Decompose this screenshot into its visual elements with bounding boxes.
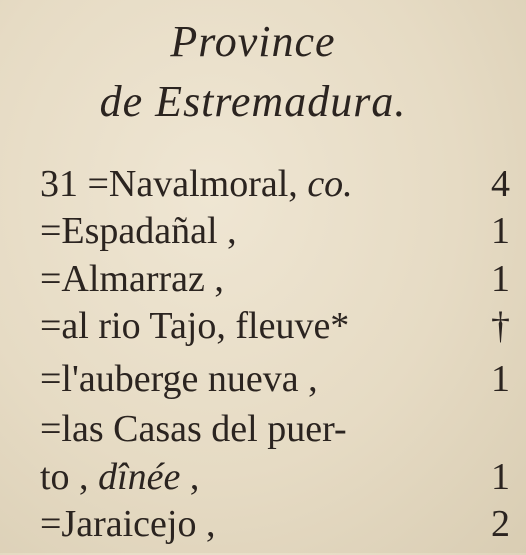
entry-label: =Espadañal ,: [40, 210, 237, 252]
entry-label: to , dînée ,: [40, 456, 200, 498]
entry-value: 1: [491, 456, 510, 498]
entry-value: †: [491, 305, 510, 347]
route-entry-casas-del-puerto-cont: [40, 458, 510, 508]
route-entry-navalmoral: [40, 165, 510, 215]
entry-label: =al rio Tajo, fleuve*: [40, 305, 350, 347]
page-heading-line2: de Estremadura.: [99, 77, 407, 126]
route-entry-almarraz: [40, 260, 510, 310]
entry-label: =Jaraicejo ,: [40, 503, 216, 545]
entry-value: 4: [491, 163, 510, 205]
entry-value: 1: [491, 210, 510, 252]
route-entry-jaraicejo: [40, 505, 510, 555]
entry-value: 1: [491, 258, 510, 300]
page-heading-line1: Province: [170, 17, 336, 66]
route-entry-auberge-nueva: [40, 360, 510, 410]
entry-value: 2: [491, 503, 510, 545]
entry-label: =l'auberge nueva ,: [40, 358, 318, 400]
entry-value: 1: [491, 358, 510, 400]
entry-label: 31 =Navalmoral, co.: [40, 163, 353, 205]
entry-label: =Almarraz ,: [40, 258, 224, 300]
route-entry-rio-tajo: [40, 307, 510, 357]
route-entry-espadanal: [40, 212, 510, 262]
entry-label: =las Casas del puer-: [40, 408, 347, 450]
route-entry-casas-del-puerto: [40, 410, 510, 460]
